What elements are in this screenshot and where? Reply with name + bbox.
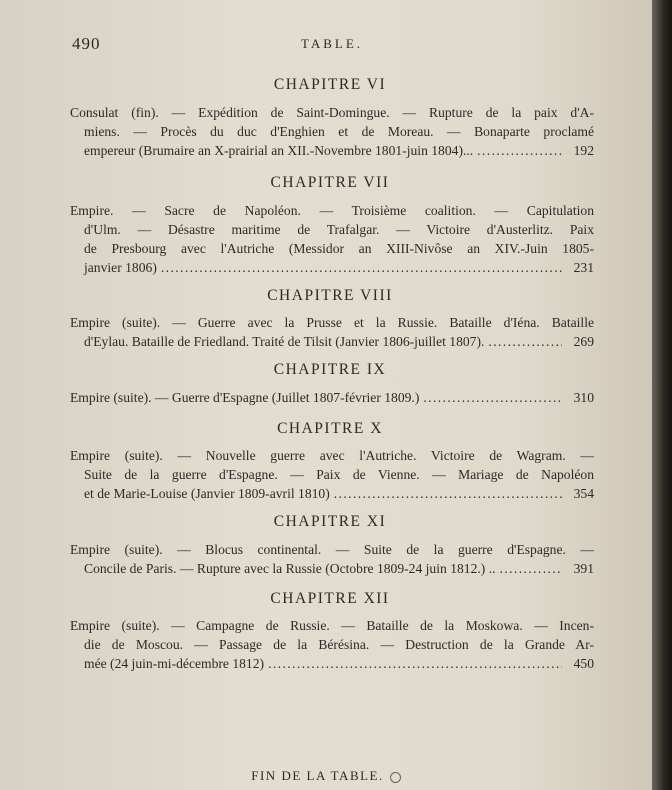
chapter-title: CHAPITRE X	[277, 420, 383, 437]
end-of-table-text: FIN DE LA TABLE.	[251, 768, 384, 783]
chapter-title: CHAPITRE IX	[273, 361, 387, 378]
dot-leader	[500, 559, 562, 578]
page-reference: 450	[573, 656, 594, 671]
dot-leader	[334, 484, 562, 503]
running-head: TABLE.	[300, 36, 364, 51]
entry-line: d'Eylau. Bataille de Friedland. Traité de Tilsit (Janvier 1806-juillet 1807).	[84, 334, 485, 349]
entry-line: Consulat (fin). — Expédition de Saint-Domingue. — Rupture de la paix d'A-	[70, 105, 594, 120]
chapter-entry	[70, 388, 594, 407]
dot-leader	[161, 258, 562, 277]
chapter-entry	[70, 540, 594, 578]
chapter-title: CHAPITRE VIII	[267, 287, 393, 304]
chapter-entry	[70, 201, 594, 277]
dot-leader	[488, 332, 562, 351]
page-reference: 231	[573, 260, 594, 275]
entry-line: de Presbourg avec l'Autriche (Messidor an XIII-Nivôse an XIV.-Juin 1805-	[84, 241, 594, 256]
entry-last-line	[70, 559, 594, 578]
entry-last-line	[70, 484, 594, 503]
entry-line: Empire (suite). — Blocus continental. — Suite de la guerre d'Espagne. —	[70, 542, 594, 557]
entry-line: Empire (suite). — Guerre avec la Prusse et la Russie. Bataille d'Iéna. Bataille	[70, 315, 594, 330]
entry-line: Empire (suite). — Campagne de Russie. — Bataille de la Moskowa. — Incen-	[70, 618, 594, 633]
page-reference: 391	[573, 561, 594, 576]
book-spine-shadow	[652, 0, 672, 790]
page-number: 490	[72, 34, 101, 53]
entry-line: Suite de la guerre d'Espagne. — Paix de Vienne. — Mariage de Napoléon	[84, 467, 594, 482]
ornament-icon	[390, 772, 401, 783]
entry-line: janvier 1806)	[84, 260, 157, 275]
entry-line: et de Marie-Louise (Janvier 1809-avril 1810)	[84, 486, 330, 501]
entry-line: Concile de Paris. — Rupture avec la Russie (Octobre 1809-24 juin 1812.) ..	[84, 561, 496, 576]
entry-last-line	[70, 332, 594, 351]
entry-line: Empire. — Sacre de Napoléon. — Troisième coalition. — Capitulation	[70, 203, 594, 218]
entry-line: empereur (Brumaire an X-prairial an XII.-Novembre 1801-juin 1804)...	[84, 143, 474, 158]
entry-line: Empire (suite). — Nouvelle guerre avec l'Autriche. Victoire de Wagram. —	[70, 448, 594, 463]
dot-leader	[423, 388, 562, 407]
chapter-entry	[70, 616, 594, 673]
chapter-entry	[70, 103, 594, 160]
entry-line: die de Moscou. — Passage de la Bérésina. — Destruction de la Grande Ar-	[84, 637, 594, 652]
chapter-title: CHAPITRE VII	[270, 174, 390, 191]
entry-line: d'Ulm. — Désastre maritime de Trafalgar. — Victoire d'Austerlitz. Paix	[84, 222, 594, 237]
chapter-entry	[70, 446, 594, 503]
page-reference: 310	[573, 390, 594, 405]
entry-last-line	[70, 388, 594, 407]
dot-leader	[268, 654, 562, 673]
page-reference: 354	[573, 486, 594, 501]
chapter-entry	[70, 313, 594, 351]
chapter-title: CHAPITRE XI	[273, 513, 387, 530]
entry-line: Empire (suite). — Guerre d'Espagne (Juillet 1807-février 1809.)	[70, 390, 420, 405]
entry-line: mée (24 juin-mi-décembre 1812)	[84, 656, 265, 671]
page-header	[72, 34, 592, 54]
page-reference: 192	[573, 143, 594, 158]
entry-last-line	[70, 258, 594, 277]
entry-last-line	[70, 141, 594, 160]
entry-last-line	[70, 654, 594, 673]
dot-leader	[477, 141, 562, 160]
page-footer	[0, 768, 652, 784]
page-reference: 269	[573, 334, 594, 349]
chapter-title: CHAPITRE XII	[270, 590, 390, 607]
entry-line: miens. — Procès du duc d'Enghien et de Moreau. — Bonaparte proclamé	[84, 124, 594, 139]
chapter-title: CHAPITRE VI	[273, 76, 387, 93]
